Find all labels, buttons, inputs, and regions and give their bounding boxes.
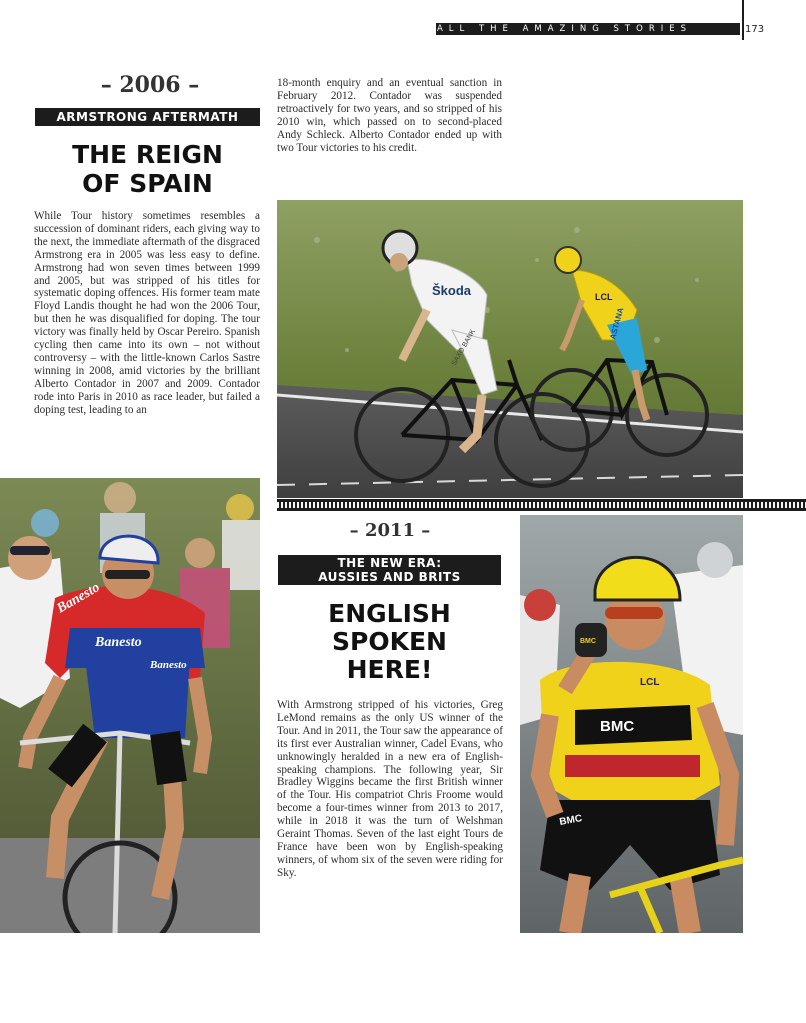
- headline-reign-of-spain: [35, 140, 260, 198]
- jersey-text-skoda: Škoda: [432, 283, 472, 298]
- photo-two-riders-climb: [277, 200, 743, 498]
- headline-english-spoken-here: [278, 600, 501, 684]
- kicker-line: AUSSIES AND BRITS: [318, 570, 461, 584]
- headline-line: SPOKEN: [332, 627, 447, 656]
- page-number: 173: [745, 24, 765, 35]
- kicker-line: THE NEW ERA:: [337, 556, 442, 570]
- jersey-text-banesto-sleeve: Banesto: [54, 580, 103, 617]
- jersey-text-lcl-right: LCL: [640, 677, 660, 688]
- headline-line: ENGLISH: [328, 599, 451, 628]
- headline-line: THE REIGN: [72, 140, 223, 169]
- sleeve-text-saxo: SAXO BANK: [450, 328, 477, 367]
- shorts-text-bmc: BMC: [558, 813, 583, 828]
- photo-banesto-rider: [0, 478, 260, 933]
- running-header-title: ALL THE AMAZING STORIES: [436, 23, 740, 35]
- headline-line: HERE!: [346, 655, 433, 684]
- article-body-2011: With Armstrong stripped of his victories, Greg LeMond remains as the only US winner of the Tour. And in 2011, the Tour saw the appearance of its first ever Australian winner, Cadel Evans, who unknowingly heralded in a new era of English-speaking champions. The following year, Sir Bradley Wiggins became the first British winner of the Tour. His compatriot Chris Froome would become a four-times winner from 2013 to 2017, while in 2018 it was the turn of Welshman Geraint Thomas. Seven of the last eight Tours de France have been won by English-speaking winners, of whom six of the seven were riding for Sky.: [277, 699, 503, 879]
- year-2006-label: – 2006 –: [100, 72, 200, 98]
- jersey-text-lcl: LCL: [595, 292, 613, 302]
- jersey-text-bmc: BMC: [600, 718, 635, 735]
- jersey-text-banesto-side: Banesto: [150, 659, 187, 671]
- article-body-2006: While Tour history sometimes resembles a succession of dominant riders, each giving way to the next, the immediate aftermath of the disgraced Armstrong era in 2005 was less easy to define. Armstrong had won seven times between 1999 and 2005, but was stripped of his titles for systematic doping offences. His former team mate Floyd Landis thought he had won the 2006 Tour, but then he was disqualified for doping. The tour victory was finally held by Oscar Pereiro. Spanish cycling then came into its own – not without controversy – with the little-known Carlos Sastre winning in 2008, amid victories by the brilliant Alberto Contador in 2007 and 2009. Contador rode into Paris in 2010 as race leader, but failed a doping test, leading to an: [34, 210, 260, 416]
- kicker-armstrong-aftermath: ARMSTRONG AFTERMATH: [35, 108, 260, 126]
- headline-line: OF SPAIN: [82, 169, 213, 198]
- kicker-new-era: [278, 555, 501, 585]
- jersey-text-banesto-chest: Banesto: [95, 635, 142, 650]
- article-body-2006-continued: 18-month enquiry and an eventual sanction in February 2012. Contador was suspended retroactively for two years, and so stripped of his 2010 win, which passed on to second-placed Andy Schleck. Alberto Contador ended up with two Tour victories to his credit.: [277, 77, 502, 154]
- photo-yellow-jersey-rider: [520, 515, 743, 933]
- glove-text-bmc: BMC: [580, 638, 596, 645]
- filmstrip-perforations: [277, 502, 806, 508]
- filmstrip-divider: [277, 499, 806, 511]
- year-2011-label: – 2011 –: [349, 520, 431, 541]
- jersey-text-astana: ASTANA: [608, 306, 626, 341]
- header-rule: [742, 0, 744, 40]
